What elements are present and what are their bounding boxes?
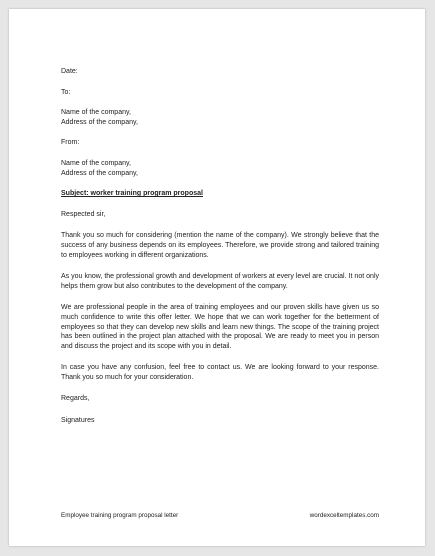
paragraph-2: As you know, the professional growth and development of workers at every level are crucial. It not only helps them grow but also contributes to the development of the company. <box>61 273 379 290</box>
signature: Signatures <box>61 417 95 425</box>
recipient-address: Address of the company, <box>61 118 138 126</box>
closing: Regards, <box>61 395 90 403</box>
sender-address: Address of the company, <box>61 169 138 177</box>
recipient-company: Name of the company, <box>61 109 131 117</box>
salutation: Respected sir, <box>61 210 106 218</box>
to-label: To: <box>61 88 71 96</box>
document-page <box>9 9 425 546</box>
letter-body <box>61 67 379 426</box>
paragraph-3: We are professional people in the area of training employees and our proven skills have given us so much confidence to write this offer letter. We hope that we can work together for the betterment of employees so that they can develop new skills and learn new things. The scope of the training project has been outlined in the project plan attached with the proposal. We are ready to meet you in person and discuss the project and its scope with you in detail. <box>61 304 379 350</box>
footer-website: wordexceltemplates.com <box>309 512 379 519</box>
paragraph-1: Thank you so much for considering (mention the name of the company). We strongly believe that the success of any business depends on its employees. Therefore, we provide strong and tailored training to employees working in different organizations. <box>61 232 379 259</box>
paragraph-4: In case you have any confusion, feel free to contact us. We are looking forward to your response. Thank you so much for your consideration. <box>61 364 379 381</box>
subject-line: Subject: worker training program proposal <box>61 190 203 198</box>
sender-company: Name of the company, <box>61 159 131 167</box>
footer-document-title: Employee training program proposal letter <box>61 512 179 519</box>
date-label: Date: <box>61 68 78 75</box>
from-label: From: <box>61 139 80 147</box>
